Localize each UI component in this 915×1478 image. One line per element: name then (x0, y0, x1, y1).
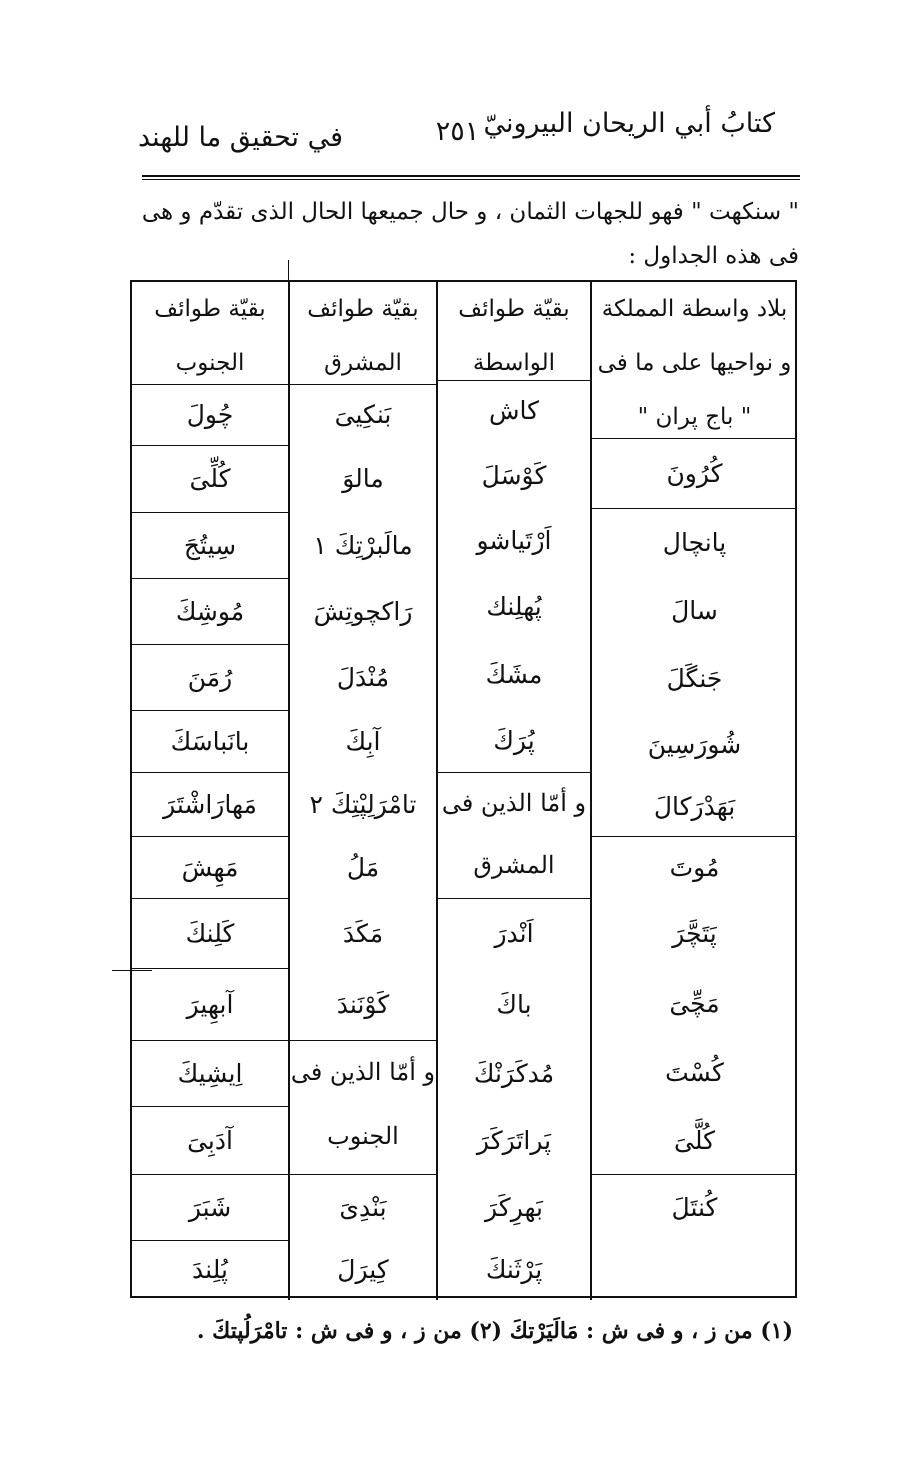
east-region-name: مَلُ (346, 852, 380, 882)
column-divider-tick (288, 260, 289, 280)
region-name: شُورَسِينَ (647, 729, 742, 759)
running-header-subtitle: في تحقيق ما للهند (138, 122, 344, 153)
middle-region-name: كاش (488, 395, 540, 425)
east-region-name: بَنكِيىَ (334, 400, 392, 429)
south-region-name: كَلِنكَ (185, 918, 235, 948)
east-region-name: مالَبرْتِكَ ١ (313, 530, 413, 560)
east-region-name: مَكَدَ (342, 918, 384, 948)
south-region-name: رُمَنَ (187, 662, 233, 692)
region-name: كُلَّىَ (674, 1125, 716, 1155)
south-region-name: مُوشِكَ (175, 596, 245, 626)
row-divider (290, 1040, 436, 1041)
header-col-middle (438, 282, 590, 390)
header-line: الجنوب (175, 350, 245, 376)
header-rule (142, 175, 800, 177)
south-region-name: چُولَ (186, 400, 234, 429)
region-name: بَهَدْرَكالَ (653, 791, 736, 821)
running-header-title: كتابُ أبي الريحان البيرونيّ (483, 108, 775, 139)
south-region-name: بانَباسَكَ (170, 726, 250, 756)
region-name: كُنتَلَ (671, 1192, 718, 1222)
header-line: و نواحيها على ما فى (597, 350, 792, 376)
middle-region-name: پُرَكَ (493, 725, 535, 755)
region-name: سالَ (671, 595, 718, 625)
east-region-name: آبِكَ (345, 726, 381, 756)
header-line: بقيّة طوائف (458, 296, 570, 322)
header-line: " باج پران " (637, 404, 752, 430)
south-region-name: مَهِشَ (181, 852, 239, 882)
header-line: بلاد واسطة المملكة (601, 296, 788, 322)
east-region-name: رَاكچوتِشَ (313, 596, 413, 626)
east-region-name: پَرْثَنكَ (485, 1254, 543, 1284)
header-col-south (132, 282, 288, 390)
south-region-name: اِيشِيكَ (177, 1058, 243, 1088)
east-region-name: پَراتَرَكَرَ (476, 1125, 552, 1155)
region-name: پَتَچَّرَ (672, 918, 717, 948)
middle-region-name: كَوْسَلَ (481, 460, 547, 490)
south-region-name: بَنْدِىَ (339, 1192, 387, 1222)
region-name: كُرُونَ (666, 458, 723, 488)
middle-region-name: پُهلِنك (486, 591, 542, 621)
south-subheading (290, 1040, 436, 1168)
header-col-east (290, 282, 436, 390)
middle-region-name: مشَكَ (485, 659, 543, 689)
region-name: مُوتَ (669, 852, 720, 882)
region-name: مَچِّىَ (669, 988, 720, 1018)
east-region-name: مالوَ (342, 464, 384, 493)
south-region-name: كُلِّىَ (189, 464, 231, 493)
east-region-name: مُنْدَلَ (336, 662, 390, 692)
subheading-line: الجنوب (327, 1122, 399, 1150)
south-region-name: شَبَرَ (188, 1192, 232, 1222)
subheading-line: المشرق (473, 851, 555, 879)
page-number: ٢٥١ (435, 116, 480, 147)
east-region-name: كَوْنَندَ (336, 989, 390, 1019)
header-line: بقيّة طوائف (307, 296, 419, 322)
south-region-name: پُلِندَ (192, 1254, 228, 1284)
south-region-name: آدَبِىَ (187, 1125, 233, 1155)
header-line: المشرق (324, 350, 402, 376)
east-region-name: اَنْدرَ (494, 918, 534, 948)
east-region-name: مُدكَرَنْكَ (473, 1058, 555, 1088)
region-name: پانچال (662, 527, 727, 557)
row-divider (438, 772, 590, 773)
header-line: الواسطة (472, 350, 556, 376)
south-region-name: سِيتُجَ (183, 530, 237, 560)
east-subheading (438, 772, 590, 896)
region-name: جَنگَلَ (666, 663, 723, 693)
intro-line: " سنكهت " فهو للجهات الثمان ، و حال جميعها الحال الذى تقدّم و هى (141, 199, 799, 225)
header-rule-thin (142, 179, 800, 180)
east-region-name: تامْرَلِپْتِكَ ٢ (309, 789, 417, 819)
intro-line: فى هذه الجداول : (628, 243, 799, 269)
subheading-line: و أمّا الذين فى (441, 789, 587, 817)
south-region-name: آبهِيرَ (186, 989, 234, 1019)
header-line: بقيّة طوائف (154, 296, 266, 322)
subheading-line: و أمّا الذين فى (290, 1058, 436, 1086)
region-name: كُسْتَ (665, 1057, 724, 1087)
intro-paragraph (129, 190, 799, 278)
east-region-name: باكَ (496, 989, 532, 1019)
footnote: (١) من ز ، و فى ش : مَالَيَرْتكَ (٢) من ز ، و فى ش : تامْرَلُپتكَ . (196, 1318, 793, 1344)
east-region-name: بَهرِكَرَ (485, 1192, 543, 1222)
regions-table (130, 280, 800, 1300)
middle-region-name: اَرْتَياشو (476, 525, 552, 555)
header-col-regions (592, 282, 797, 444)
south-region-name: كِيرَلَ (337, 1254, 389, 1284)
south-region-name: مَهارَاشْتَرَ (163, 789, 257, 819)
